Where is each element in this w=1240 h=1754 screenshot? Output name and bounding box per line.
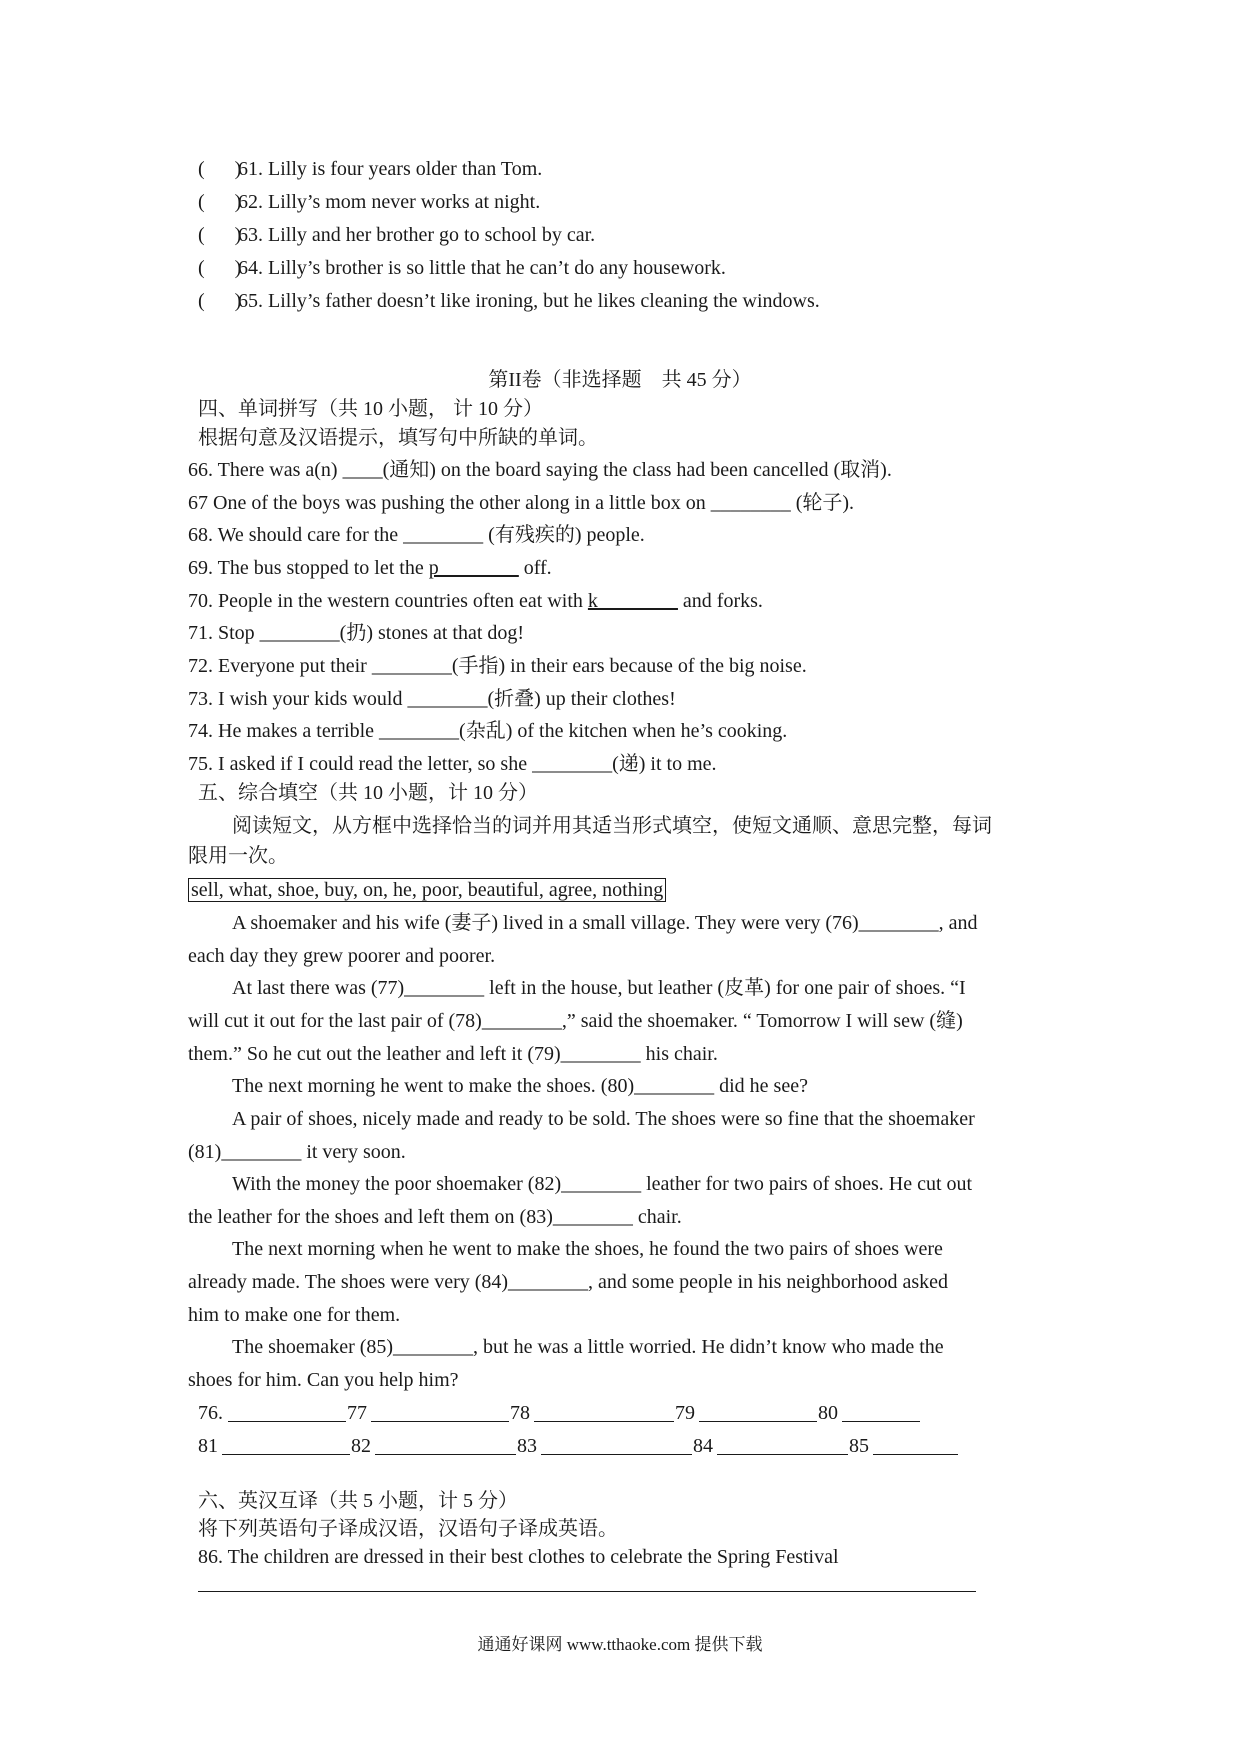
answer-label: 76. <box>198 1402 223 1424</box>
spelling-item: 73. I wish your kids would ________(折叠) up their clothes! <box>188 688 676 710</box>
answer-blank[interactable] <box>699 1421 817 1422</box>
word-box: sell, what, shoe, buy, on, he, poor, beautiful, agree, nothing <box>188 877 666 903</box>
spelling-item: 66. There was a(n) ____(通知) on the board saying the class had been cancelled (取消). <box>188 459 892 481</box>
answer-blank[interactable] <box>371 1421 509 1422</box>
answer-label: 77 <box>347 1402 367 1424</box>
translation-item: 86. The children are dressed in their best clothes to celebrate the Spring Festival <box>198 1546 839 1568</box>
passage-line: The next morning when he went to make the shoes, he found the two pairs of shoes were <box>232 1238 943 1260</box>
spelling-item: 70. People in the western countries often eat with k________ and forks. <box>188 590 763 612</box>
spelling-item: 67 One of the boys was pushing the other along in a little box on ________ (轮子). <box>188 492 855 514</box>
passage-line: the leather for the shoes and left them on (83)________ chair. <box>188 1206 682 1228</box>
answer-label: 82 <box>351 1435 371 1457</box>
page-footer: 通通好课网 www.tthaoke.com 提供下载 <box>477 1635 763 1654</box>
answer-label: 79 <box>675 1402 695 1424</box>
passage-line: already made. The shoes were very (84)________, and some people in his neighborhood asked <box>188 1271 948 1293</box>
spelling-item: 72. Everyone put their ________(手指) in their ears because of the big noise. <box>188 655 807 677</box>
section-title: 第II卷（非选择题 共 45 分） <box>488 369 752 391</box>
part4-heading: 四、单词拼写（共 10 小题， 计 10 分） <box>198 398 543 420</box>
tf-item: ( )64. Lilly’s brother is so little that he can’t do any housework. <box>198 257 726 279</box>
answer-blank[interactable] <box>534 1421 674 1422</box>
passage-line: him to make one for them. <box>188 1304 401 1326</box>
tf-item: ( )63. Lilly and her brother go to school by car. <box>198 224 596 246</box>
tf-item: ( )65. Lilly’s father doesn’t like ironing, but he likes cleaning the windows. <box>198 290 820 312</box>
part5-heading: 五、综合填空（共 10 小题，计 10 分） <box>198 782 538 804</box>
passage-line: them.” So he cut out the leather and left it (79)________ his chair. <box>188 1043 718 1065</box>
passage-line: The next morning he went to make the shoes. (80)________ did he see? <box>232 1075 808 1097</box>
answer-label: 84 <box>693 1435 713 1457</box>
answer-blank[interactable] <box>717 1454 848 1455</box>
answer-label: 83 <box>517 1435 537 1457</box>
passage-line: The shoemaker (85)________, but he was a little worried. He didn’t know who made the <box>232 1336 944 1358</box>
answer-blank[interactable] <box>541 1454 692 1455</box>
part6-heading: 六、英汉互译（共 5 小题，计 5 分） <box>198 1490 518 1512</box>
answer-label: 85 <box>849 1435 869 1457</box>
spelling-item: 71. Stop ________(扔) stones at that dog! <box>188 622 525 644</box>
tf-item: ( )61. Lilly is four years older than Tom. <box>198 158 543 180</box>
answer-label: 78 <box>510 1402 530 1424</box>
spelling-item: 74. He makes a terrible ________(杂乱) of the kitchen when he’s cooking. <box>188 720 788 742</box>
answer-blank[interactable] <box>228 1421 346 1422</box>
part5-instruction: 限用一次。 <box>188 845 288 867</box>
answer-blank[interactable] <box>222 1454 350 1455</box>
passage-line: will cut it out for the last pair of (78)________,” said the shoemaker. “ Tomorrow I will sew (缝) <box>188 1010 963 1032</box>
passage-line: At last there was (77)________ left in the house, but leather (皮革) for one pair of shoes. “I <box>232 977 966 999</box>
tf-item: ( )62. Lilly’s mom never works at night. <box>198 191 541 213</box>
passage-line: With the money the poor shoemaker (82)________ leather for two pairs of shoes. He cut out <box>232 1173 973 1195</box>
passage-line: A pair of shoes, nicely made and ready to be sold. The shoes were so fine that the shoemaker <box>232 1108 975 1130</box>
answer-blank[interactable] <box>375 1454 516 1455</box>
spelling-item: 69. The bus stopped to let the p________ off. <box>188 557 552 579</box>
answer-blank[interactable] <box>842 1421 920 1422</box>
answer-label: 81 <box>198 1435 218 1457</box>
passage-line: shoes for him. Can you help him? <box>188 1369 459 1391</box>
answer-label: 80 <box>818 1402 838 1424</box>
spelling-item: 75. I asked if I could read the letter, so she ________(递) it to me. <box>188 753 717 775</box>
part6-instruction: 将下列英语句子译成汉语，汉语句子译成英语。 <box>198 1518 618 1540</box>
answer-line[interactable] <box>198 1591 976 1592</box>
passage-line: each day they grew poorer and poorer. <box>188 945 496 967</box>
passage-line: A shoemaker and his wife (妻子) lived in a small village. They were very (76)________, and <box>232 912 978 934</box>
passage-line: (81)________ it very soon. <box>188 1141 406 1163</box>
spelling-item: 68. We should care for the ________ (有残疾的) people. <box>188 524 645 546</box>
part4-instruction: 根据句意及汉语提示，填写句中所缺的单词。 <box>198 427 598 449</box>
part5-instruction: 阅读短文，从方框中选择恰当的词并用其适当形式填空，使短文通顺、意思完整，每词 <box>232 815 992 837</box>
answer-blank[interactable] <box>873 1454 958 1455</box>
